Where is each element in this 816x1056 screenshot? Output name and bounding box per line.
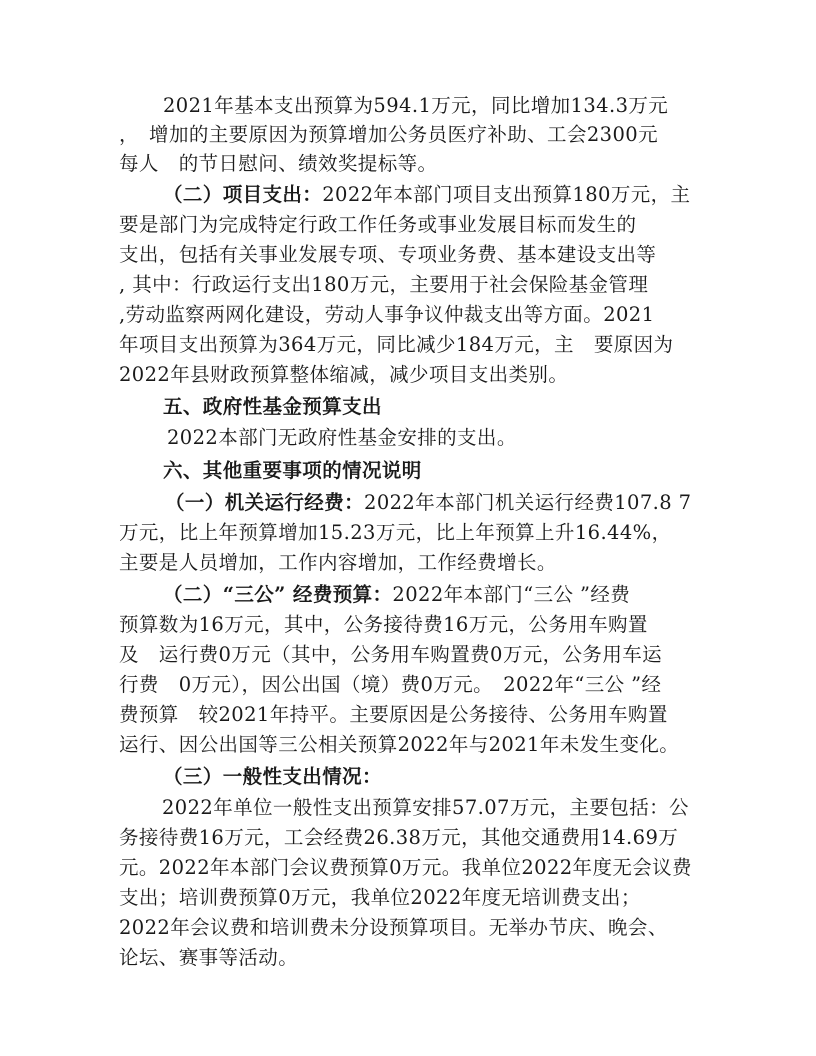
text-line: ,劳动监察两网化建设，劳动人事争议仲裁支出等方面。2021 bbox=[119, 303, 655, 326]
text-line: 元。2022年本部门会议费预算0万元。我单位2022年度无会议费 bbox=[119, 856, 692, 879]
text-line: 运行、因公出国等三公相关预算2022年与2021年未发生变化。 bbox=[119, 733, 680, 756]
text-line: 支出，包括有关事业发展专项、专项业务费、基本建设支出等 bbox=[119, 243, 657, 266]
text-line bbox=[163, 181, 690, 209]
paragraph-text: 2022年本部门“三公 ”经费 bbox=[392, 583, 631, 606]
paragraph-text: 2022年本部门机关运行经费107.8 7 bbox=[364, 491, 692, 514]
text-line: 务接待费16万元，工会经费26.38万元，其他交通费用14.69万 bbox=[119, 826, 679, 849]
text-line: 主要是人员增加，工作内容增加，工作经费增长。 bbox=[119, 551, 557, 574]
text-line: 行费 0万元），因公出国（境）费0万元。 2022年“三公 ”经 bbox=[119, 673, 662, 696]
text-line: 及 运行费0万元（其中，公务用车购置费0万元，公务用车运 bbox=[119, 643, 663, 666]
text-line: 2022年会议费和培训费未分设预算项目。无举办节庆、晚会、 bbox=[119, 916, 668, 939]
text-line: 年项目支出预算为364万元，同比减少184万元，主 要原因为 bbox=[119, 333, 674, 356]
text-line: 万元，比上年预算增加15.23万元，比上年预算上升16.44%， bbox=[119, 521, 672, 544]
paragraph-heading: （二）项目支出： bbox=[163, 183, 323, 206]
text-line: 2022本部门无政府性基金安排的支出。 bbox=[167, 426, 517, 449]
text-line: 费预算 较2021年持平。主要原因是公务接待、公务用车购置 bbox=[119, 703, 668, 726]
text-line: 每人 的节日慰问、绩效奖提标等。 bbox=[119, 152, 438, 175]
text-line: 2022年县财政预算整体缩减，减少项目支出类别。 bbox=[119, 363, 569, 386]
text-line bbox=[165, 489, 691, 517]
text-line: ， 增加的主要原因为预算增加公务员医疗补助、工会2300元 bbox=[119, 123, 658, 146]
paragraph-heading: （二）“三公” 经费预算： bbox=[163, 583, 393, 606]
section-heading: 六、其他重要事项的情况说明 bbox=[163, 459, 422, 482]
text-line: 要是部门为完成特定行政工作任务或事业发展目标而发生的 bbox=[119, 213, 637, 236]
text-line: 支出；培训费预算0万元，我单位2022年度无培训费支出； bbox=[119, 886, 641, 909]
text-line: 2022年单位一般性支出预算安排57.07万元，主要包括：公 bbox=[162, 796, 689, 819]
text-line: , 其中：行政运行支出180万元，主要用于社会保险基金管理 bbox=[119, 273, 649, 296]
text-line: 论坛、赛事等活动。 bbox=[119, 946, 299, 969]
text-line: 预算数为16万元，其中，公务接待费16万元，公务用车购置 bbox=[119, 613, 648, 636]
text-line bbox=[163, 581, 630, 609]
text-line: 2021年基本支出预算为594.1万元，同比增加134.3万元 bbox=[163, 94, 669, 117]
paragraph-heading: （三）一般性支出情况： bbox=[163, 765, 382, 788]
section-heading: 五、政府性基金预算支出 bbox=[163, 395, 382, 418]
paragraph-text: 2022年本部门项目支出预算180万元，主 bbox=[322, 183, 691, 206]
paragraph-heading: （一）机关运行经费： bbox=[165, 491, 365, 514]
